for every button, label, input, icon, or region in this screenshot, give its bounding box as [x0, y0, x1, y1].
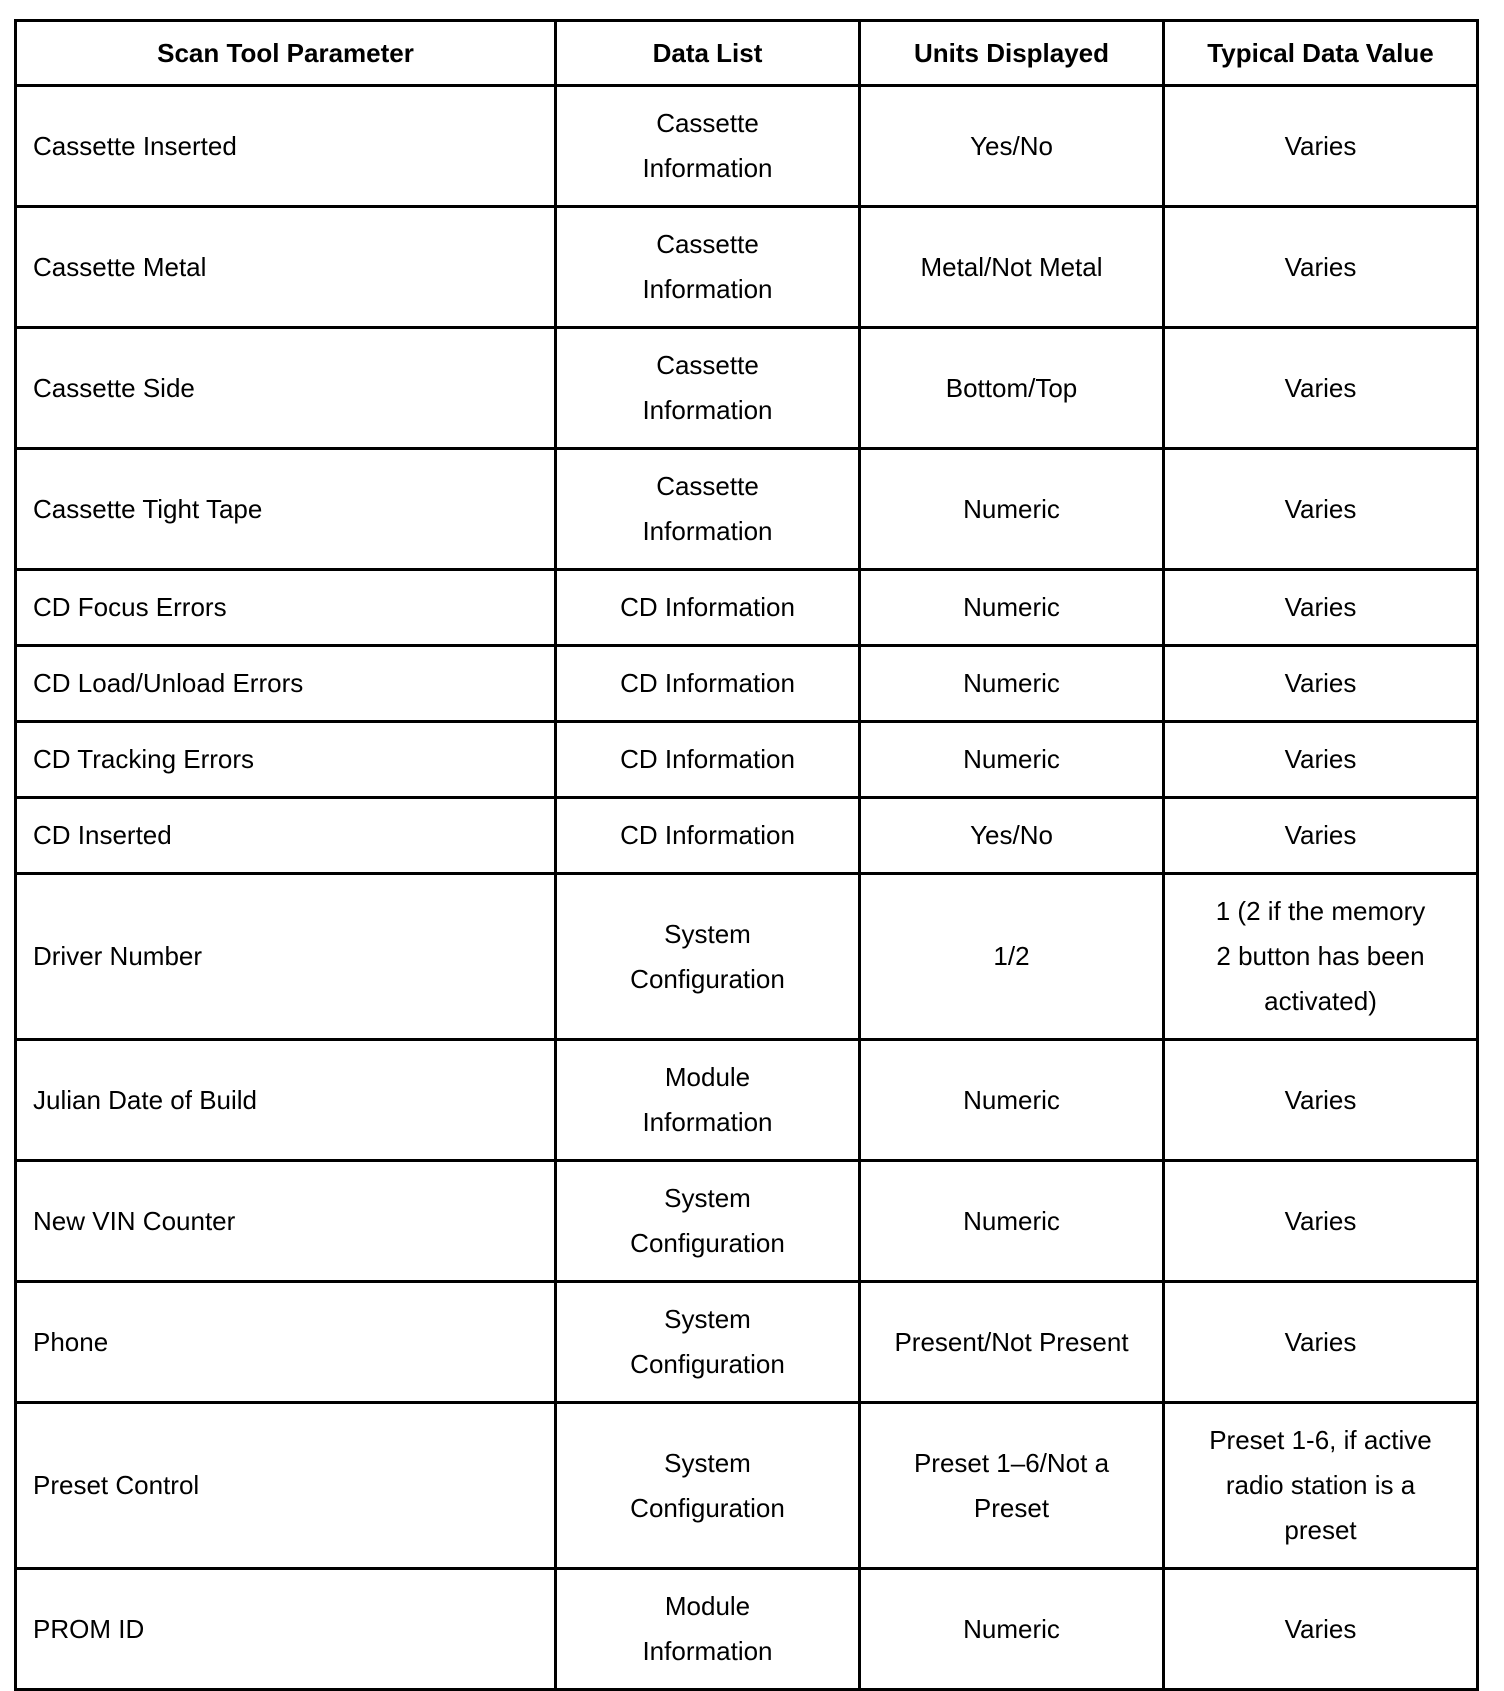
cell-parameter: Cassette Metal	[16, 207, 556, 328]
cell-parameter: CD Focus Errors	[16, 570, 556, 646]
scan-tool-data-table	[14, 19, 1479, 1691]
table-row	[16, 1282, 1478, 1403]
cell-data-list: System Configuration	[556, 1161, 860, 1282]
cell-units: Numeric	[860, 449, 1164, 570]
table-row	[16, 1040, 1478, 1161]
header-scan-tool-parameter: Scan Tool Parameter	[16, 21, 556, 86]
table-row	[16, 570, 1478, 646]
cell-parameter: Cassette Inserted	[16, 86, 556, 207]
cell-parameter: Driver Number	[16, 874, 556, 1040]
cell-units: Yes/No	[860, 86, 1164, 207]
cell-typical-value: Varies	[1164, 328, 1478, 449]
cell-units: Numeric	[860, 1569, 1164, 1690]
cell-typical-value: Varies	[1164, 798, 1478, 874]
cell-parameter: Julian Date of Build	[16, 1040, 556, 1161]
table-row	[16, 1403, 1478, 1569]
cell-units: Present/Not Present	[860, 1282, 1164, 1403]
table-row	[16, 1569, 1478, 1690]
cell-typical-value: Varies	[1164, 646, 1478, 722]
header-data-list: Data List	[556, 21, 860, 86]
header-typical-data-value: Typical Data Value	[1164, 21, 1478, 86]
cell-data-list: System Configuration	[556, 1403, 860, 1569]
cell-typical-value: Preset 1-6, if active radio station is a preset	[1164, 1403, 1478, 1569]
cell-typical-value: Varies	[1164, 1569, 1478, 1690]
cell-parameter: Preset Control	[16, 1403, 556, 1569]
cell-units: Numeric	[860, 722, 1164, 798]
cell-typical-value: Varies	[1164, 570, 1478, 646]
cell-units: Numeric	[860, 646, 1164, 722]
cell-typical-value: Varies	[1164, 449, 1478, 570]
cell-data-list: Module Information	[556, 1040, 860, 1161]
cell-units: Bottom/Top	[860, 328, 1164, 449]
cell-data-list: System Configuration	[556, 1282, 860, 1403]
cell-typical-value: Varies	[1164, 1040, 1478, 1161]
cell-data-list: CD Information	[556, 798, 860, 874]
cell-typical-value: Varies	[1164, 1161, 1478, 1282]
cell-parameter: Cassette Side	[16, 328, 556, 449]
table-row	[16, 798, 1478, 874]
cell-data-list: Module Information	[556, 1569, 860, 1690]
cell-units: Yes/No	[860, 798, 1164, 874]
cell-data-list: Cassette Information	[556, 207, 860, 328]
table-row	[16, 1161, 1478, 1282]
cell-parameter: PROM ID	[16, 1569, 556, 1690]
cell-typical-value: Varies	[1164, 1282, 1478, 1403]
table-row	[16, 874, 1478, 1040]
cell-data-list: CD Information	[556, 722, 860, 798]
cell-parameter: Phone	[16, 1282, 556, 1403]
cell-units: Preset 1–6/Not a Preset	[860, 1403, 1164, 1569]
cell-units: Numeric	[860, 1040, 1164, 1161]
cell-units: 1/2	[860, 874, 1164, 1040]
table-row	[16, 449, 1478, 570]
cell-data-list: System Configuration	[556, 874, 860, 1040]
cell-typical-value: Varies	[1164, 207, 1478, 328]
header-units-displayed: Units Displayed	[860, 21, 1164, 86]
cell-units: Metal/Not Metal	[860, 207, 1164, 328]
cell-units: Numeric	[860, 1161, 1164, 1282]
cell-parameter: New VIN Counter	[16, 1161, 556, 1282]
cell-parameter: CD Load/Unload Errors	[16, 646, 556, 722]
table-row	[16, 646, 1478, 722]
table-row	[16, 207, 1478, 328]
cell-units: Numeric	[860, 570, 1164, 646]
cell-parameter: CD Tracking Errors	[16, 722, 556, 798]
cell-data-list: CD Information	[556, 570, 860, 646]
table-header-row	[16, 21, 1478, 86]
cell-data-list: Cassette Information	[556, 328, 860, 449]
table-row	[16, 722, 1478, 798]
cell-typical-value: Varies	[1164, 722, 1478, 798]
cell-data-list: Cassette Information	[556, 449, 860, 570]
cell-data-list: CD Information	[556, 646, 860, 722]
table-row	[16, 86, 1478, 207]
table-row	[16, 328, 1478, 449]
cell-typical-value: Varies	[1164, 86, 1478, 207]
cell-data-list: Cassette Information	[556, 86, 860, 207]
cell-parameter: CD Inserted	[16, 798, 556, 874]
cell-parameter: Cassette Tight Tape	[16, 449, 556, 570]
cell-typical-value: 1 (2 if the memory 2 button has been activated)	[1164, 874, 1478, 1040]
